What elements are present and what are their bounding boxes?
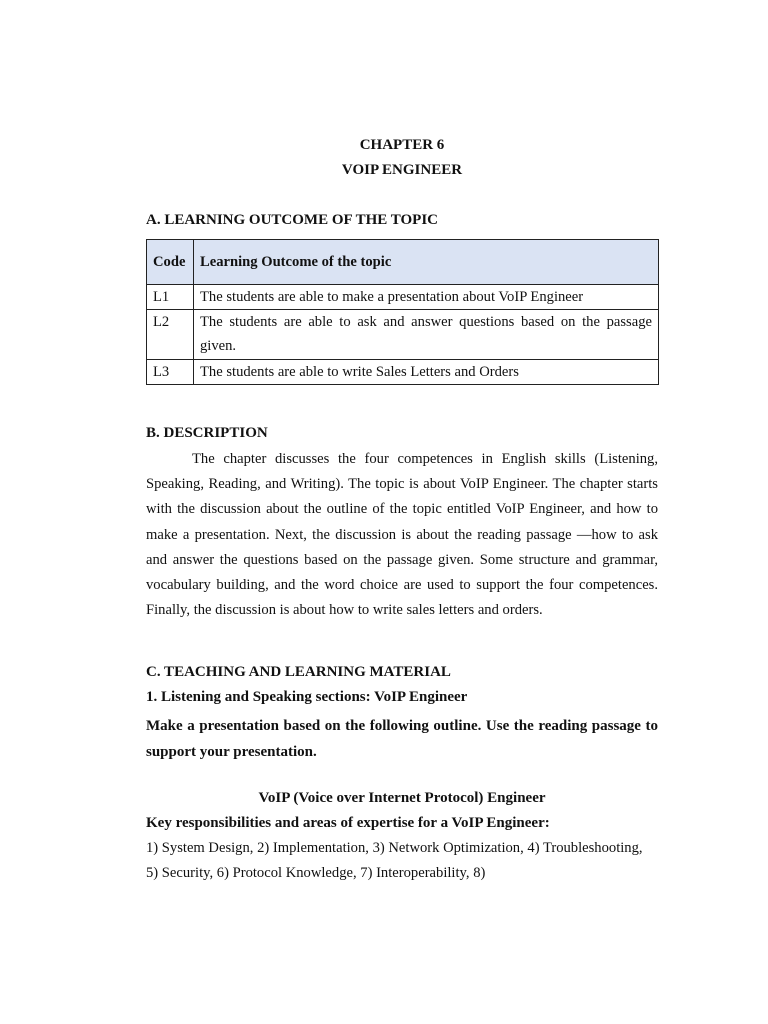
presentation-instruction: Make a presentation based on the following outline. Use the reading passage to support your presentation. bbox=[146, 718, 658, 760]
description-paragraph: The chapter discusses the four competences in English skills (Listening, Speaking, Reading, and Writing). The topic is about VoIP Engineer. The chapter starts with the discussion about the outline of the topic entitled VoIP Engineer, and how to make a presentation. Next, the discussion is about the reading passage —how to ask and answer the questions based on the passage given. Some structure and grammar, vocabulary building, and the word choice are used to support the four competences. Finally, the discussion is about how to write sales letters and orders. bbox=[146, 451, 658, 619]
table-row bbox=[147, 310, 659, 360]
row-code: L2 bbox=[147, 310, 194, 360]
table-row bbox=[147, 360, 659, 385]
row-code: L3 bbox=[147, 360, 194, 385]
responsibilities-list: 1) System Design, 2) Implementation, 3) Network Optimization, 4) Troubleshooting, 5) Security, 6) Protocol Knowledge, 7) Interoperability, 8) bbox=[146, 840, 643, 882]
chapter-title: VOIP ENGINEER bbox=[341, 162, 463, 178]
column-header-code: Code bbox=[147, 240, 194, 285]
row-code: L1 bbox=[147, 285, 194, 310]
table-row bbox=[147, 285, 659, 310]
row-outcome: The students are able to make a presentation about VoIP Engineer bbox=[194, 285, 659, 310]
section-a-heading: A. LEARNING OUTCOME OF THE TOPIC bbox=[146, 212, 438, 228]
row-outcome: The students are able to write Sales Letters and Orders bbox=[194, 360, 659, 385]
chapter-number: CHAPTER 6 bbox=[359, 137, 445, 153]
learning-outcome-table bbox=[146, 239, 659, 385]
section-c-subheading: 1. Listening and Speaking sections: VoIP Engineer bbox=[146, 689, 468, 705]
responsibilities-heading: Key responsibilities and areas of expertise for a VoIP Engineer: bbox=[146, 815, 550, 831]
table-header-row bbox=[147, 240, 659, 285]
row-outcome: The students are able to ask and answer questions based on the passage given. bbox=[194, 310, 659, 360]
column-header-outcome: Learning Outcome of the topic bbox=[194, 240, 659, 285]
section-b-heading: B. DESCRIPTION bbox=[146, 425, 268, 441]
section-c-heading: C. TEACHING AND LEARNING MATERIAL bbox=[146, 664, 451, 680]
passage-title: VoIP (Voice over Internet Protocol) Engineer bbox=[258, 790, 546, 806]
description-block bbox=[146, 447, 658, 623]
